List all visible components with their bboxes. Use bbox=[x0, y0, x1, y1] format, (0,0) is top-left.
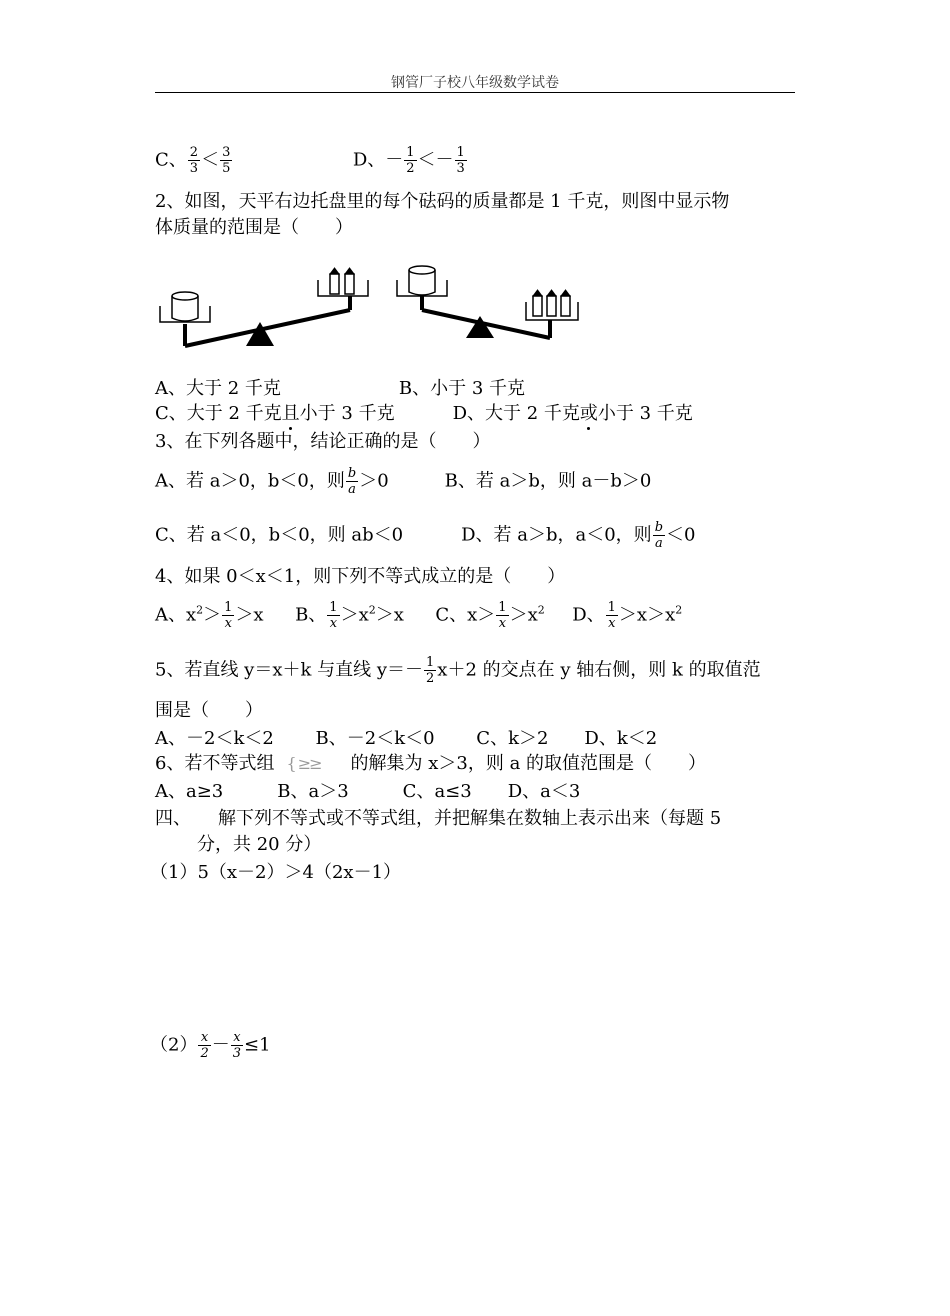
fraction: $\frac{3}{5}$ bbox=[222, 145, 231, 176]
q1-c-prefix: C、 bbox=[155, 149, 187, 171]
q3-options-cd: C、若 a＜0，b＜0，则 ab＜0 D、若 a＞b，a＜0，则 $\frac{b}{a}$ ＜0 bbox=[155, 520, 696, 551]
q1-options: C、 $\frac{2}{3}$ ＜ $\frac{3}{5}$ D、－ $\frac{1}{2}$ ＜－ $\frac{1}{3}$ bbox=[155, 145, 465, 176]
fraction: $\frac{1}{3}$ bbox=[456, 145, 465, 176]
fraction: $\frac{1}{x}$ bbox=[224, 600, 233, 631]
q5-options: A、－2＜k＜2 B、－2＜k＜0 C、k＞2 D、k＜2 bbox=[155, 728, 658, 749]
fraction: $\frac{b}{a}$ bbox=[347, 466, 357, 497]
q3-options-ab: A、若 a＞0，b＜0，则 $\frac{b}{a}$ ＞0 B、若 a＞b，则 a－b＞0 bbox=[155, 466, 652, 497]
fraction: $\frac{b}{a}$ bbox=[654, 520, 664, 551]
fraction: $\frac{1}{x}$ bbox=[498, 600, 507, 631]
q5-stem-line1: 5、若直线 y＝x＋k 与直线 y＝－ $\frac{1}{2}$ x＋2 的交点在 y 轴右侧，则 k 的取值范 bbox=[155, 655, 761, 686]
fraction: $\frac{1}{2}$ bbox=[426, 655, 435, 686]
fraction: $\frac{2}{3}$ bbox=[189, 145, 199, 176]
problem-1: （1）5（x－2）＞4（2x－1） bbox=[150, 862, 402, 883]
problem-2: （2） $\frac{x}{2}$ － $\frac{x}{3}$ ≤1 bbox=[150, 1030, 271, 1061]
q2-stem-line2: 体质量的范围是（ ） bbox=[155, 217, 353, 238]
balance-scales-figure bbox=[150, 258, 590, 358]
fraction: $\frac{1}{x}$ bbox=[329, 600, 338, 631]
header-rule bbox=[155, 92, 795, 93]
section4-heading-line1: 四、 解下列不等式或不等式组，并把解集在数轴上表示出来（每题 5 bbox=[155, 808, 722, 829]
q5-stem-line2: 围是（ ） bbox=[155, 700, 263, 721]
q6-options: A、a≥3 B、a＞3 C、a≤3 D、a＜3 bbox=[155, 781, 581, 802]
inequality-system-image: { ≥≥ bbox=[286, 754, 321, 773]
balance-scale-right bbox=[397, 266, 578, 338]
q6-stem: 6、若不等式组 { ≥≥ 的解集为 x＞3，则 a 的取值范围是（ ） bbox=[155, 751, 706, 777]
page-header: 钢管厂子校八年级数学试卷 bbox=[391, 75, 559, 91]
balance-scale-left bbox=[160, 268, 368, 346]
fraction: $\frac{1}{2}$ bbox=[406, 145, 415, 176]
q2-options-cd: C、大于 2 千克且小于 3 千克 D、大于 2 千克或小于 3 千克 bbox=[155, 403, 693, 424]
q3-stem: 3、在下列各题中，结论正确的是（ ） bbox=[155, 431, 491, 452]
q4-stem: 4、如果 0＜x＜1，则下列不等式成立的是（ ） bbox=[155, 566, 566, 587]
fraction: $\frac{x}{2}$ bbox=[200, 1030, 209, 1061]
fraction: $\frac{1}{x}$ bbox=[607, 600, 616, 631]
fraction: $\frac{x}{3}$ bbox=[232, 1030, 242, 1061]
q2-stem-line1: 2、如图，天平右边托盘里的每个砝码的质量都是 1 千克，则图中显示物 bbox=[155, 191, 730, 212]
section4-heading-line2: 分，共 20 分） bbox=[197, 834, 322, 855]
q2-options-ab: A、大于 2 千克 B、小于 3 千克 bbox=[155, 378, 526, 399]
q1-d-prefix: D、－ bbox=[352, 149, 404, 171]
q4-options: A、$x^2>$ $\frac{1}{x}$ ＞x B、 $\frac{1}{x}$ $>x^2>x$ C、x＞ $\frac{1}{x}$ $>x^2$ D、 $\frac{1}{x}$ $>x>x^2$ bbox=[155, 600, 683, 631]
